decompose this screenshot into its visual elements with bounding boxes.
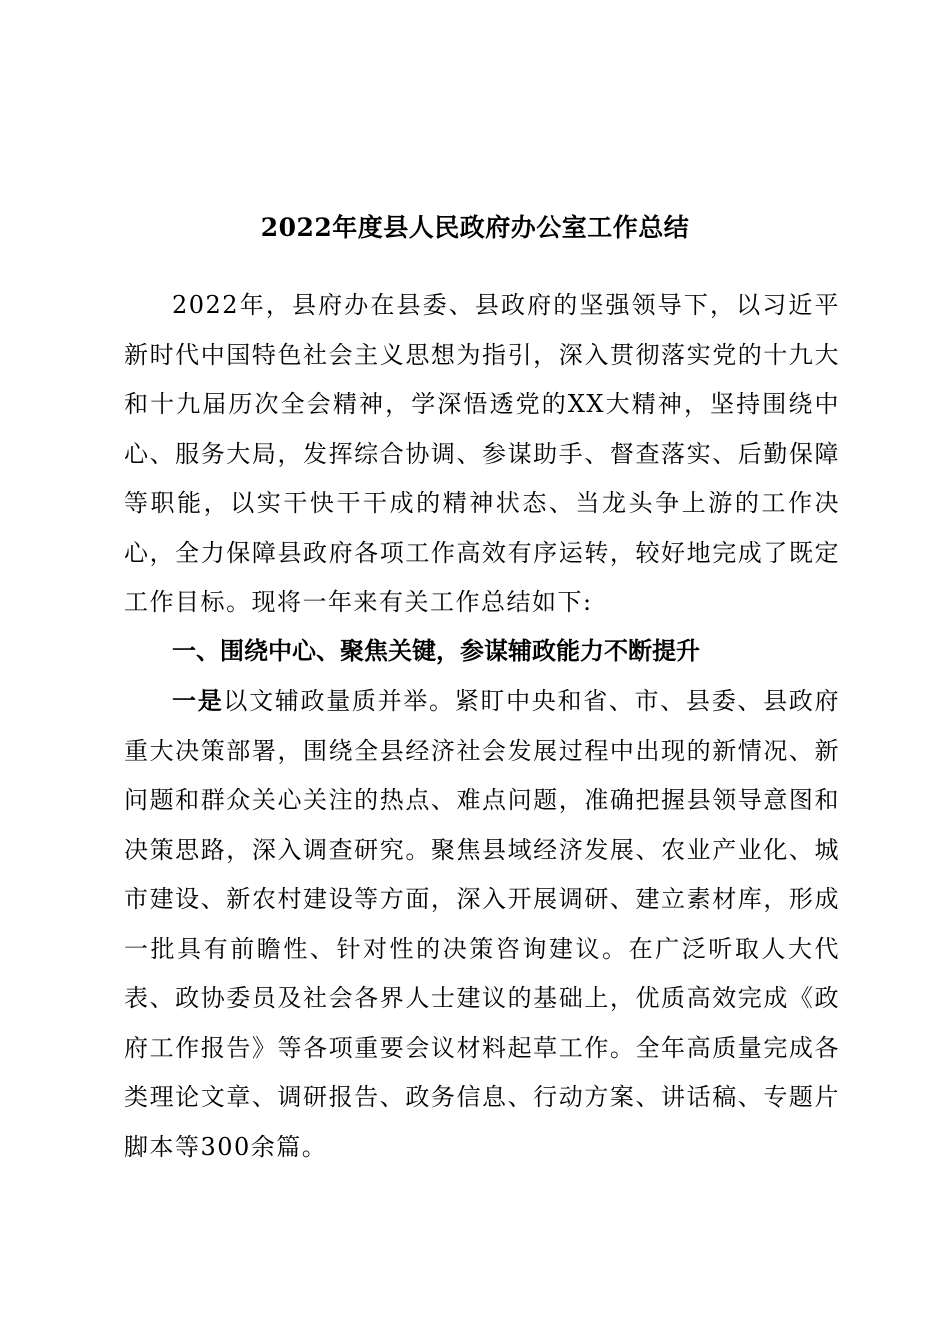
document-title: 2022年度县人民政府办公室工作总结	[260, 213, 690, 242]
section-heading: 一、围绕中心、聚焦关键，参谋辅政能力不断提升	[172, 637, 700, 665]
section-paragraph	[124, 677, 840, 1172]
paragraph-text: 以文辅政量质并举。紧盯中央和省、市、县委、县政府重大决策部署，围绕全县经济社会发展过程中出现的新情况、新问题和群众关心关注的热点、难点问题，准确把握县领导意图和决策思路，深入调查研究。聚焦县域经济发展、农业产业化、城市建设、新农村建设等方面，深入开展调研、建立素材库，形成一批具有前瞻性、针对性的决策咨询建议。在广泛听取人大代表、政协委员及社会各界人士建议的基础上，优质高效完成《政府工作报告》等各项重要会议材料起草工作。全年高质量完成各类理论文章、调研报告、政务信息、行动方案、讲话稿、专题片脚本等300余篇。	[124, 687, 841, 1161]
intro-paragraph: 2022年，县府办在县委、县政府的坚强领导下，以习近平新时代中国特色社会主义思想为指引，深入贯彻落实党的十九大和十九届历次全会精神，学深悟透党的XX大精神，坚持围绕中心、服务大局，发挥综合协调、参谋助手、督查落实、后勤保障等职能，以实干快干干成的精神状态、当龙头争上游的工作决心，全力保障县政府各项工作高效有序运转，较好地完成了既定工作目标。现将一年来有关工作总结如下:	[124, 291, 840, 616]
paragraph-lead: 一是	[172, 687, 224, 715]
